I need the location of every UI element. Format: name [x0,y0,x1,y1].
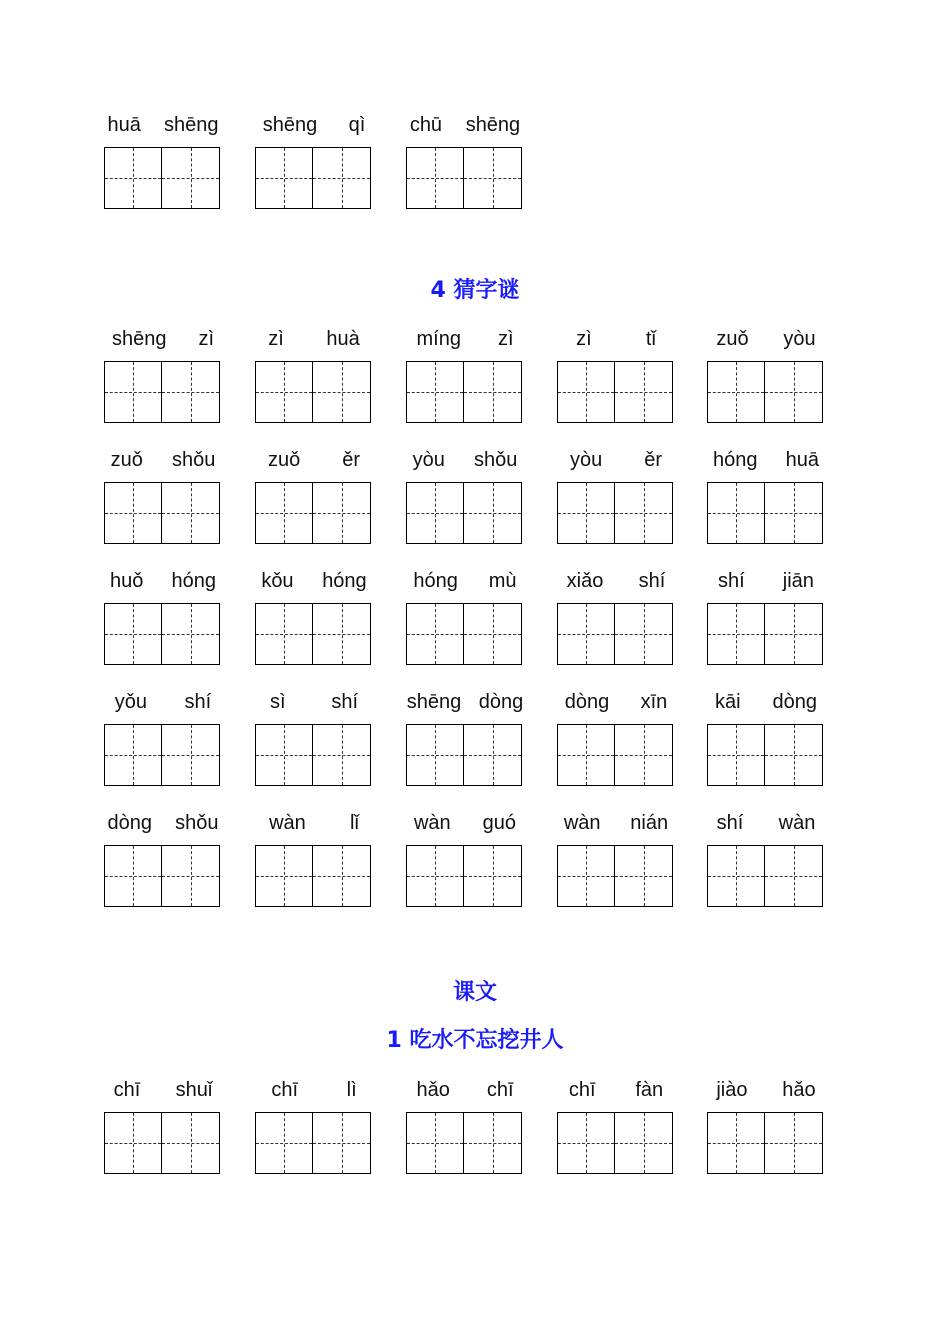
tianzige-grid [255,147,371,209]
pinyin-syllable: qì [348,113,366,136]
writing-box[interactable] [765,724,823,786]
writing-box[interactable] [255,845,313,907]
tianzige-grid [104,361,220,423]
pinyin-label [398,809,532,837]
writing-box[interactable] [104,361,162,423]
pinyin-syllable: huà [326,327,360,350]
pinyin-label [699,809,833,837]
pinyin-syllable: hǎo [782,1078,816,1101]
pinyin-syllable: sì [269,690,286,713]
tianzige-grid [406,724,522,786]
tianzige-grid [104,845,220,907]
tianzige-grid [255,603,371,665]
writing-box[interactable] [162,1112,220,1174]
pinyin-syllable: zì [198,327,215,350]
pinyin-label [699,567,833,595]
tianzige-grid [255,482,371,544]
tianzige-grid [406,147,522,209]
writing-box[interactable] [313,845,371,907]
writing-box[interactable] [557,1112,615,1174]
tianzige-grid [406,603,522,665]
writing-box[interactable] [406,147,464,209]
pinyin-syllable: huā [785,448,819,471]
tianzige-grid [406,482,522,544]
pinyin-label [96,446,230,474]
tianzige-grid [255,724,371,786]
pinyin-syllable: dòng [772,690,817,713]
writing-box[interactable] [615,361,673,423]
tianzige-grid [255,361,371,423]
tianzige-grid [557,603,673,665]
writing-box[interactable] [313,482,371,544]
pinyin-label [247,567,381,595]
pinyin-syllable: chī [113,1078,141,1101]
pinyin-syllable: dòng [107,811,153,834]
writing-box[interactable] [255,482,313,544]
pinyin-syllable: hǎo [416,1078,450,1101]
pinyin-syllable: shēng [111,327,167,350]
tianzige-grid [104,603,220,665]
section-heading-kewen: 课文 [452,980,497,1005]
pinyin-syllable: ěr [342,448,360,471]
writing-box[interactable] [464,1112,522,1174]
pinyin-syllable: shuǐ [175,1078,213,1101]
writing-box[interactable] [707,845,765,907]
writing-box[interactable] [615,603,673,665]
writing-box[interactable] [104,147,162,209]
pinyin-label [247,1076,381,1104]
pinyin-syllable: ěr [644,448,662,471]
tianzige-grid [406,845,522,907]
pinyin-syllable: shí [184,690,212,713]
writing-box[interactable] [255,1112,313,1174]
pinyin-syllable: hóng [322,569,367,592]
writing-box[interactable] [406,845,464,907]
tianzige-grid [707,845,823,907]
pinyin-syllable: hóng [413,569,458,592]
pinyin-label [96,809,230,837]
pinyin-syllable: wàn [778,811,816,834]
writing-box[interactable] [162,482,220,544]
writing-box[interactable] [557,482,615,544]
pinyin-syllable: shǒu [172,448,216,471]
pinyin-syllable: huā [107,113,141,136]
writing-box[interactable] [162,361,220,423]
writing-box[interactable] [313,1112,371,1174]
tianzige-grid [557,724,673,786]
pinyin-syllable: shí [638,569,666,592]
writing-box[interactable] [557,724,615,786]
writing-box[interactable] [104,724,162,786]
pinyin-label [247,325,381,353]
writing-box[interactable] [406,724,464,786]
pinyin-syllable: hóng [713,448,758,471]
pinyin-label [398,446,532,474]
tianzige-grid [707,482,823,544]
writing-box[interactable] [406,482,464,544]
pinyin-label [247,446,381,474]
pinyin-syllable: lì [346,1078,357,1101]
writing-box[interactable] [464,361,522,423]
pinyin-syllable: shí [716,811,744,834]
tianzige-grid [557,1112,673,1174]
tianzige-grid [707,361,823,423]
pinyin-syllable: kāi [714,690,741,713]
pinyin-label [247,809,381,837]
tianzige-grid [707,724,823,786]
pinyin-syllable: zuǒ [110,448,143,471]
writing-box[interactable] [162,603,220,665]
writing-box[interactable] [104,482,162,544]
tianzige-grid [707,1112,823,1174]
writing-box[interactable] [765,845,823,907]
pinyin-label [699,325,833,353]
pinyin-label [549,567,683,595]
pinyin-label [398,325,532,353]
pinyin-syllable: shēng [262,113,318,136]
writing-box[interactable] [162,147,220,209]
tianzige-grid [104,1112,220,1174]
pinyin-syllable: chū [409,113,443,136]
pinyin-syllable: mù [488,569,517,592]
pinyin-syllable: tǐ [645,327,656,350]
pinyin-syllable: dòng [564,690,610,713]
writing-box[interactable] [615,724,673,786]
pinyin-label [549,325,683,353]
pinyin-syllable: shǒu [175,811,219,834]
pinyin-syllable: yǒu [114,690,148,713]
writing-box[interactable] [707,482,765,544]
pinyin-syllable: zuǒ [267,448,301,471]
writing-box[interactable] [765,361,823,423]
writing-box[interactable] [765,1112,823,1174]
pinyin-syllable: shí [331,690,359,713]
writing-box[interactable] [707,361,765,423]
writing-box[interactable] [406,361,464,423]
pinyin-syllable: zì [576,327,592,350]
pinyin-label [699,446,833,474]
pinyin-syllable: dòng [478,690,524,713]
writing-box[interactable] [557,603,615,665]
writing-box[interactable] [162,845,220,907]
pinyin-syllable: xīn [640,690,668,713]
writing-box[interactable] [255,147,313,209]
writing-box[interactable] [615,482,673,544]
pinyin-label [247,688,381,716]
pinyin-label [96,1076,230,1104]
writing-box[interactable] [406,1112,464,1174]
writing-box[interactable] [104,845,162,907]
pinyin-syllable: wàn [413,811,451,834]
pinyin-syllable: hóng [171,569,216,592]
writing-box[interactable] [406,603,464,665]
writing-box[interactable] [464,603,522,665]
pinyin-label [699,1076,833,1104]
pinyin-syllable: yòu [412,448,445,471]
pinyin-syllable: shēng [406,690,462,713]
tianzige-grid [255,1112,371,1174]
lesson-heading-chishuibuwangwajingren: 1 吃水不忘挖井人 [386,1028,564,1053]
pinyin-syllable: míng [416,327,461,350]
pinyin-syllable: jiào [716,1078,748,1101]
pinyin-syllable: chī [271,1078,299,1101]
tianzige-grid [557,361,673,423]
pinyin-syllable: shēng [465,113,521,136]
writing-box[interactable] [104,1112,162,1174]
pinyin-label [549,446,683,474]
writing-box[interactable] [615,845,673,907]
tianzige-grid [104,482,220,544]
pinyin-syllable: yòu [569,448,603,471]
writing-box[interactable] [162,724,220,786]
writing-box[interactable] [464,482,522,544]
pinyin-syllable: huǒ [110,569,144,592]
writing-box[interactable] [313,603,371,665]
pinyin-syllable: jiān [782,569,814,592]
pinyin-syllable: shēng [163,113,219,136]
writing-box[interactable] [557,845,615,907]
tianzige-grid [406,361,522,423]
writing-box[interactable] [255,361,313,423]
writing-box[interactable] [464,845,522,907]
pinyin-label [549,1076,683,1104]
pinyin-label [96,111,230,139]
pinyin-label [398,567,532,595]
writing-box[interactable] [313,724,371,786]
pinyin-syllable: zì [268,327,284,350]
writing-box[interactable] [707,724,765,786]
pinyin-syllable: zuǒ [716,327,749,350]
pinyin-label [398,1076,532,1104]
writing-box[interactable] [464,724,522,786]
pinyin-syllable: nián [630,811,669,834]
pinyin-syllable: chī [486,1078,514,1101]
writing-box[interactable] [313,147,371,209]
writing-box[interactable] [255,603,313,665]
tianzige-grid [557,845,673,907]
writing-box[interactable] [104,603,162,665]
writing-box[interactable] [707,1112,765,1174]
pinyin-label [549,688,683,716]
pinyin-syllable: wàn [269,811,306,834]
pinyin-label [96,688,230,716]
tianzige-grid [255,845,371,907]
writing-box[interactable] [464,147,522,209]
tianzige-grid [406,1112,522,1174]
pinyin-syllable: shí [718,569,745,592]
pinyin-syllable: fàn [635,1078,664,1101]
pinyin-syllable: wàn [563,811,601,834]
pinyin-syllable: yòu [783,327,816,350]
pinyin-syllable: zì [497,327,514,350]
pinyin-label [247,111,381,139]
pinyin-label [96,567,230,595]
tianzige-grid [557,482,673,544]
pinyin-label [398,688,532,716]
writing-box[interactable] [615,1112,673,1174]
pinyin-syllable: kǒu [261,569,294,592]
writing-box[interactable] [765,482,823,544]
writing-box[interactable] [707,603,765,665]
pinyin-syllable: xiǎo [566,569,604,592]
tianzige-grid [104,147,220,209]
writing-box[interactable] [313,361,371,423]
pinyin-label [96,325,230,353]
pinyin-label [549,809,683,837]
tianzige-grid [707,603,823,665]
pinyin-syllable: chī [568,1078,596,1101]
pinyin-syllable: shǒu [474,448,518,471]
writing-box[interactable] [255,724,313,786]
writing-box[interactable] [765,603,823,665]
pinyin-syllable: guó [482,811,516,834]
pinyin-label [398,111,532,139]
pinyin-label [699,688,833,716]
pinyin-syllable: lǐ [350,811,359,834]
lesson-heading-caizimi: 4 猜字谜 [430,278,520,303]
tianzige-grid [104,724,220,786]
writing-box[interactable] [557,361,615,423]
